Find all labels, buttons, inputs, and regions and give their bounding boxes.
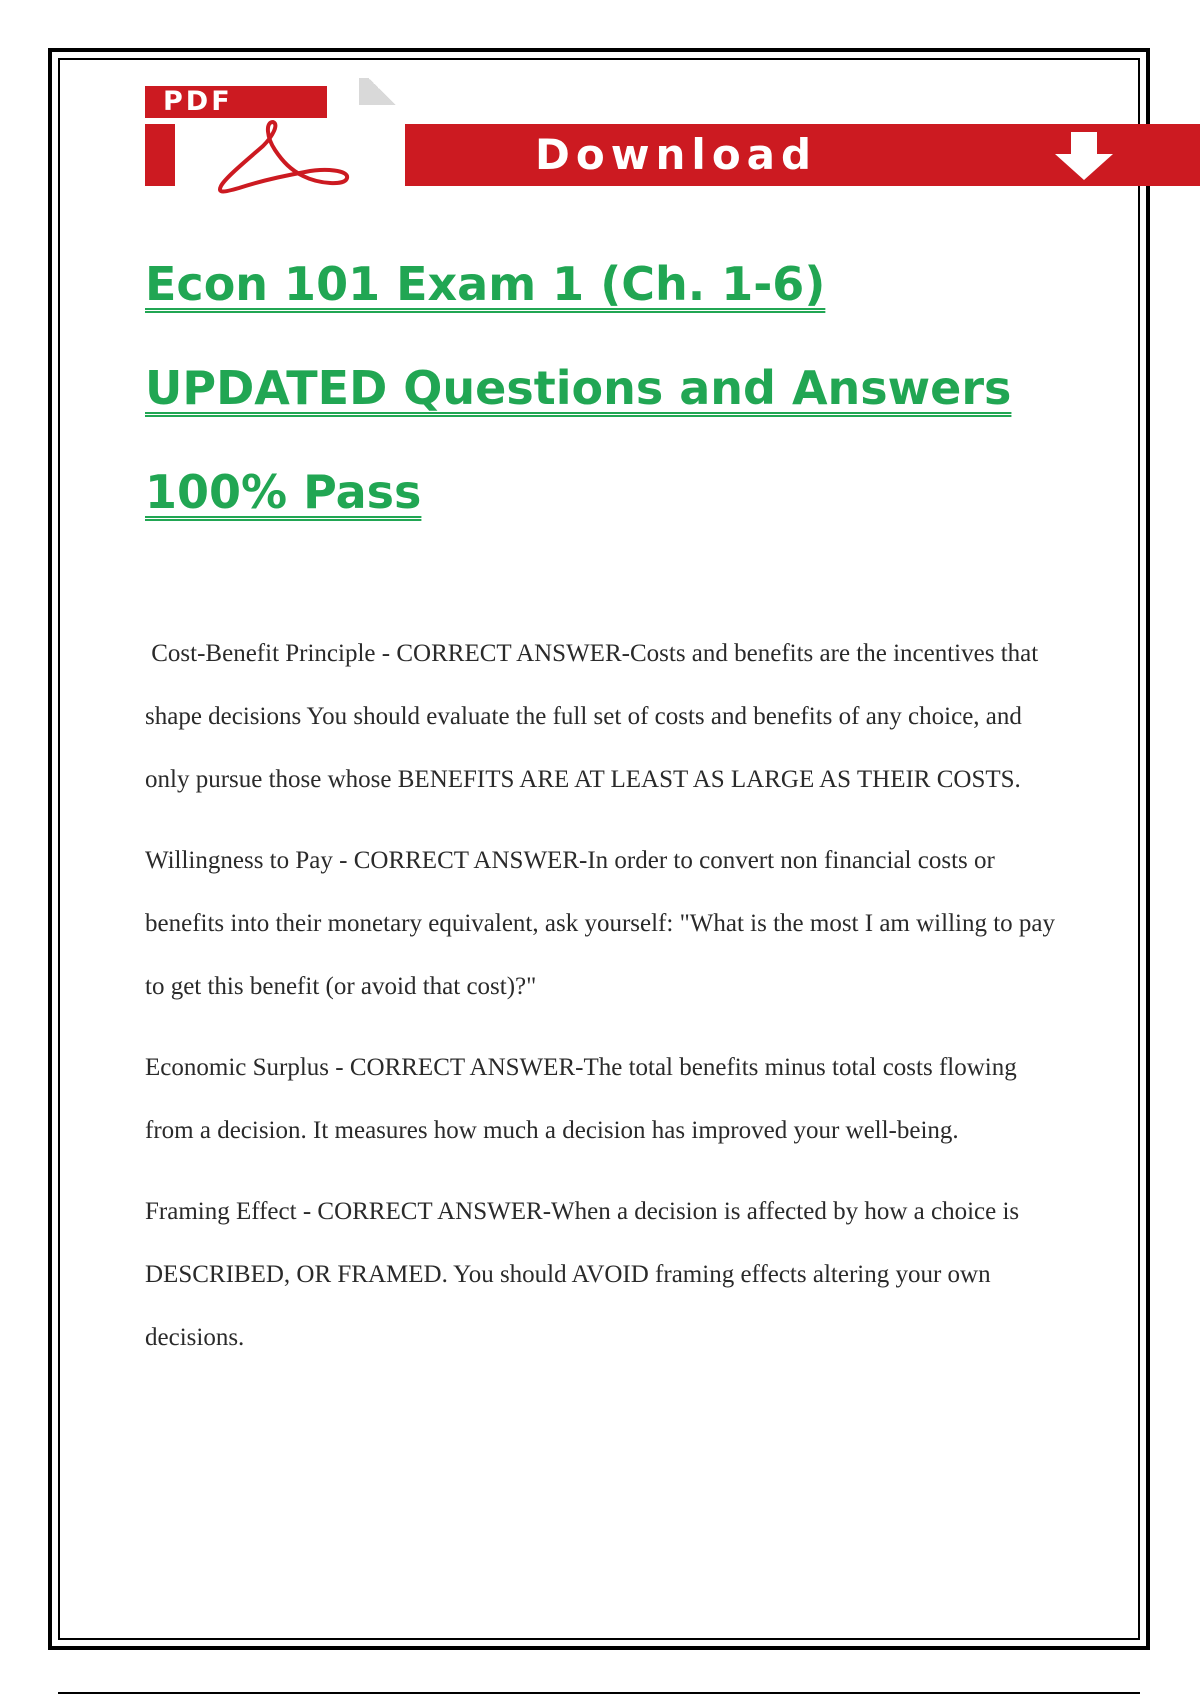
- qa-answer: -The total benefits minus total costs flowing from a decision. It measures how much a decision has improved your well-being.: [145, 1054, 1023, 1144]
- title-line-2: UPDATED Questions and Answers: [145, 361, 1012, 415]
- download-label[interactable]: Download: [535, 130, 818, 179]
- qa-term: Cost-Benefit Principle: [145, 640, 376, 667]
- qa-answer: -In order to convert non financial costs or benefits into their monetary equivalent, ask yourself: "What is the most I am willing to pay to get this benefit (or avoid that cost)?": [145, 847, 1062, 1000]
- title-line-3: 100% Pass: [145, 465, 422, 519]
- qa-answer-label: CORRECT ANSWER: [349, 1054, 576, 1081]
- qa-list: [145, 622, 1065, 1387]
- qa-answer: -When a decision is affected by how a choice is DESCRIBED, OR FRAMED. You should AVOID framing effects altering your own decisions.: [145, 1198, 1026, 1351]
- pdf-tag: PDF: [145, 86, 327, 118]
- qa-answer-label: CORRECT ANSWER: [353, 847, 579, 874]
- qa-answer-label: CORRECT ANSWER: [396, 640, 622, 667]
- qa-item-economic-surplus: [145, 1036, 1065, 1162]
- qa-term: Framing Effect: [145, 1198, 297, 1225]
- qa-item-cost-benefit: [145, 622, 1065, 811]
- arrow-down-icon[interactable]: [1053, 130, 1115, 182]
- qa-answer-label: CORRECT ANSWER: [317, 1198, 543, 1225]
- qa-separator: -: [332, 847, 354, 874]
- page-fold-icon: [359, 78, 405, 105]
- document-title: [145, 232, 1105, 544]
- qa-separator: -: [375, 640, 397, 667]
- qa-term: Economic Surplus: [145, 1054, 330, 1081]
- qa-term: Willingness to Pay: [145, 847, 333, 874]
- qa-answer: -Costs and benefits are the incentives that shape decisions You should evaluate the full set of costs and benefits of any choice, and only pursue those whose BENEFITS ARE AT LEAST AS LARGE AS THEIR COSTS.: [145, 640, 1045, 793]
- pdf-download-banner[interactable]: [145, 78, 1200, 203]
- title-line-1: Econ 101 Exam 1 (Ch. 1-6): [145, 257, 826, 311]
- qa-separator: -: [296, 1198, 318, 1225]
- qa-separator: -: [329, 1054, 350, 1081]
- acrobat-logo-icon: [195, 116, 375, 196]
- footer-divider: [58, 1692, 1140, 1694]
- qa-item-willingness-to-pay: [145, 829, 1065, 1018]
- qa-item-framing-effect: [145, 1180, 1065, 1369]
